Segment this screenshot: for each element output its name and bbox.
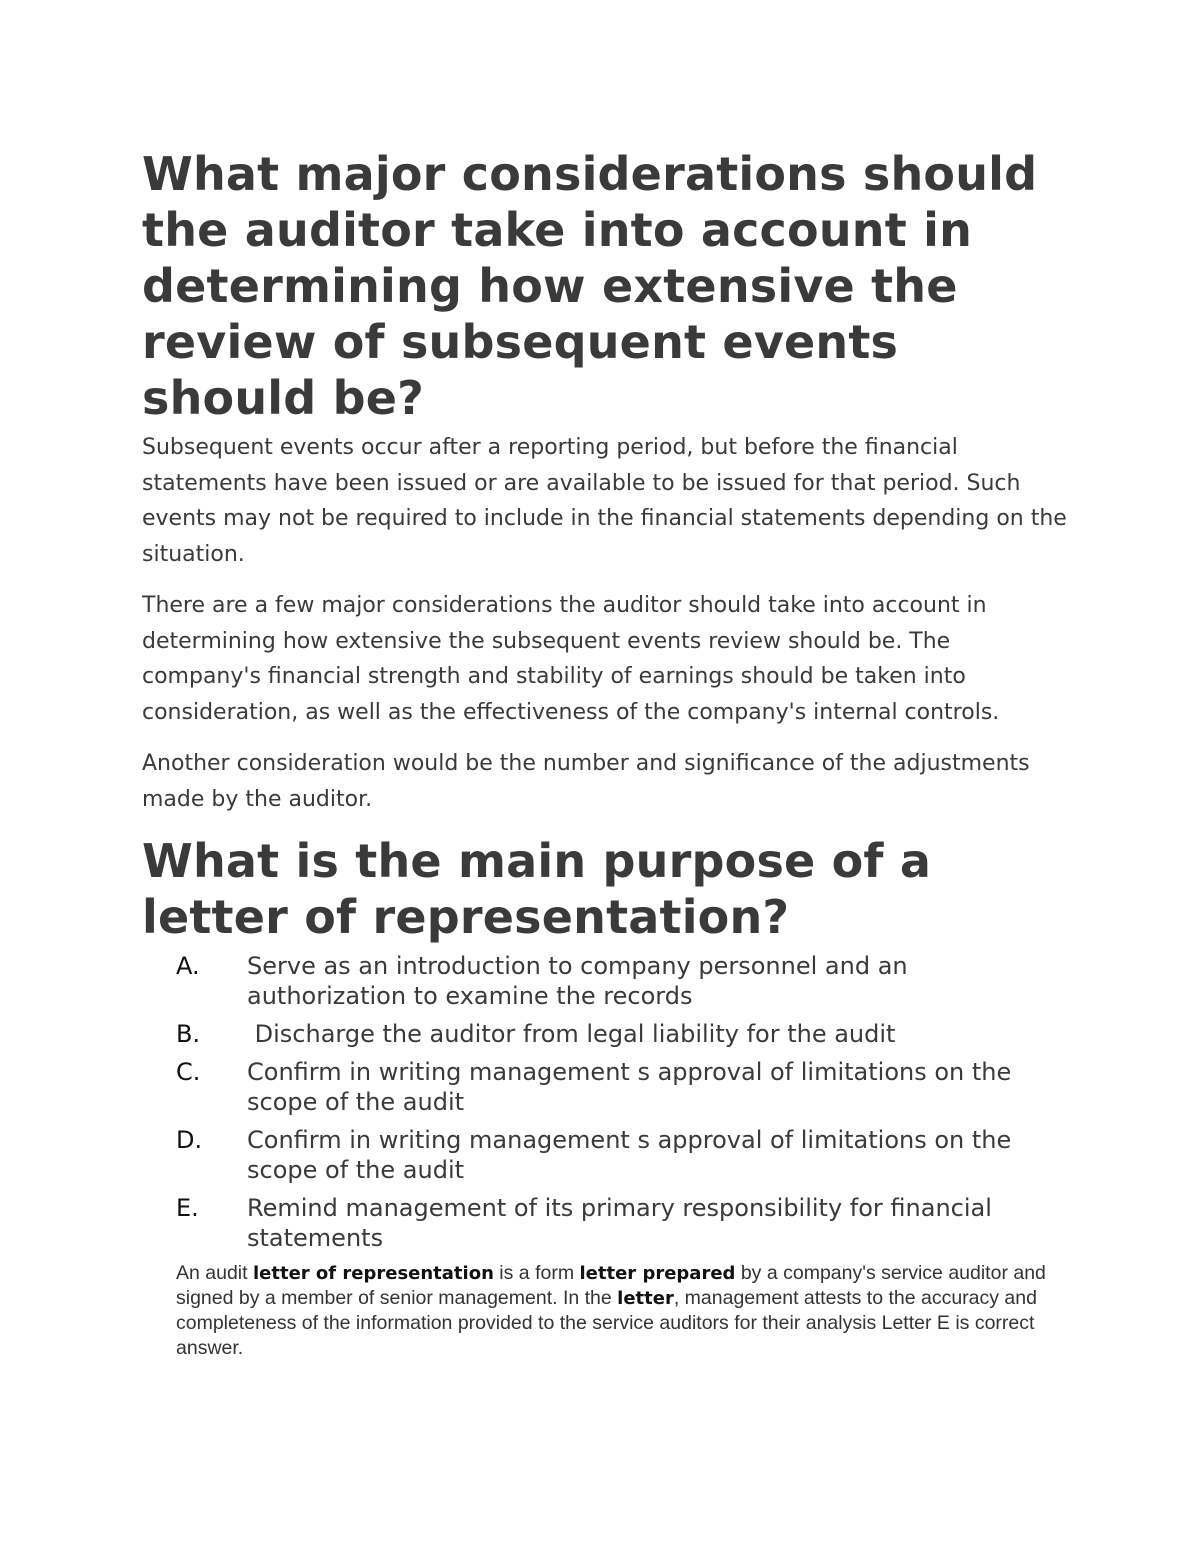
answer-bold-2: letter prepared [579,1263,736,1284]
answer-bold-1: letter of representation [252,1263,494,1284]
choice-letter: B. [176,1020,201,1048]
choice-a [176,951,1072,1011]
choice-text: Discharge the auditor from legal liability for the audit [247,1020,896,1048]
choice-text: Serve as an introduction to company personnel and an authorization to examine the records [247,952,908,1010]
question-1-paragraph-1: Subsequent events occur after a reporting period, but before the financial statements have been issued or are available to be issued for that period. Such events may not be required to include in the financial statements depending on the situation. [142,435,1067,567]
choice-letter: E. [176,1194,199,1222]
choice-c [176,1057,1072,1117]
answer-explanation [176,1261,1056,1361]
choice-letter: C. [176,1058,201,1086]
choice-text: Remind management of its primary responsibility for financial statements [247,1194,992,1252]
question-2-heading: What is the main purpose of a letter of representation? [142,834,932,944]
choice-letter: A. [176,952,200,980]
answer-choices-list [142,951,1072,1253]
answer-text-4: , management attests to the accuracy and completeness of the information provided to the service auditors for their analysis Letter E is correct answer. [176,1287,1037,1359]
choice-e [176,1193,1072,1253]
document-content [142,146,1072,1361]
choice-b [176,1019,1072,1049]
question-1-heading: What major considerations should the auditor take into account in determining how extensive the review of subsequent events should be? [142,147,1038,425]
answer-text-2: is a form [493,1262,580,1284]
choice-text: Confirm in writing management s approval of limitations on the scope of the audit [247,1126,1012,1184]
answer-bold-3: letter [617,1288,674,1309]
question-1-paragraph-3: Another consideration would be the number and significance of the adjustments made by the auditor. [142,751,1030,812]
choice-d [176,1125,1072,1185]
choice-letter: D. [176,1126,203,1154]
choice-text: Confirm in writing management s approval of limitations on the scope of the audit [247,1058,1012,1116]
answer-text-1: An audit [176,1262,253,1284]
answer-text-3: by a company's service auditor and signed by a member of senior management. In the [176,1262,1046,1309]
question-1-paragraph-2: There are a few major considerations the auditor should take into account in determining how extensive the subsequent events review should be. The company's financial strength and stability of earnings should be taken into consideration, as well as the effectiveness of the company's internal controls. [142,593,1000,725]
